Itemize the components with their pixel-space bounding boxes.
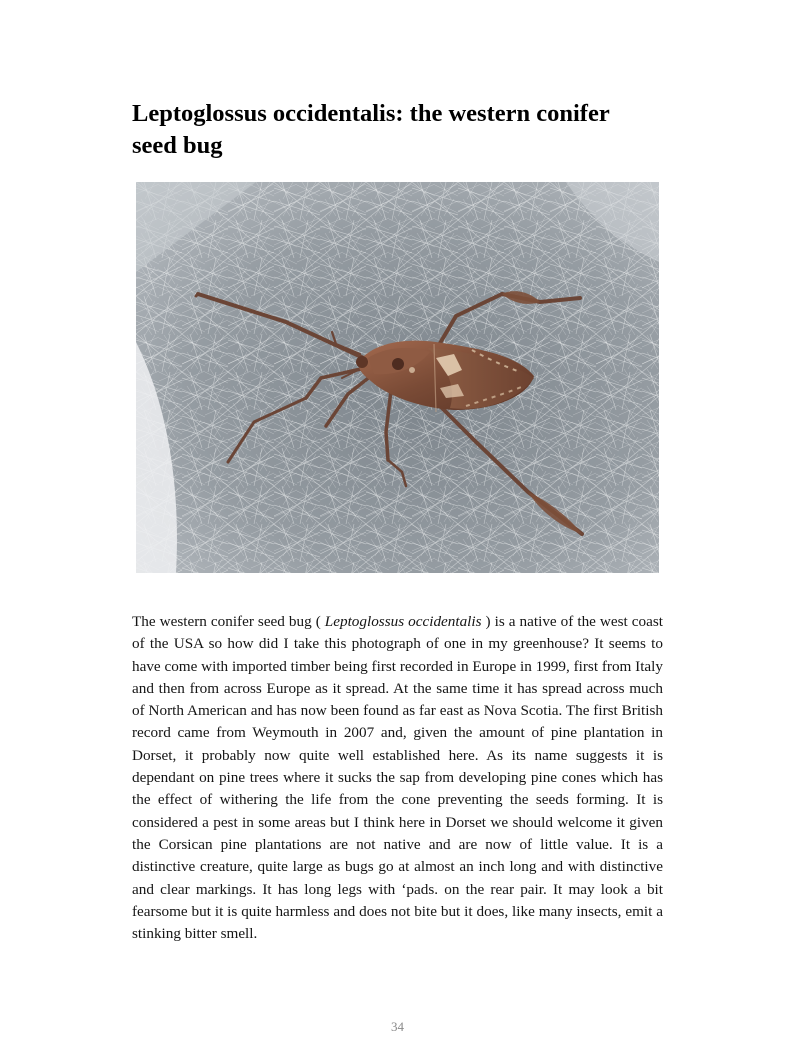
bug-photo-illustration (136, 182, 659, 573)
paragraph-body: ) is a native of the west coast of the USA so how did I take this photograph of one in my greenhouse? It seems to have come with imported timber being first recorded in Europe in 1999, first from Italy and then from across Europe as it spread. At the same time it has spread across much of North American and has now been found as far east as Nova Scotia. The first British record came from Weymouth in 2007 and, given the amount of pine plantation in Dorset, it probably now quite well established here. As its name suggests it is dependant on pine trees where it sucks the sap from developing pine cones which has the effect of withering the life from the cone preventing the seeds forming. It is considered a pest in some areas but I think here in Dorset we should welcome it given the Corsican pine plantations are not native and are now of little value. It is a distinctive creature, quite large as bugs go at almost an inch long and with distinctive and clear markings. It has long legs with ‘pads. on the rear pair. It may look a bit fearsome but it is quite harmless and does not bite but it does, like many insects, emit a stinking bitter smell. (132, 613, 663, 943)
page-title: Leptoglossus occidentalis: the western conifer seed bug (132, 100, 610, 159)
paragraph-intro: The western conifer seed bug ( (132, 613, 325, 630)
species-name: Leptoglossus occidentalis (324, 613, 482, 630)
article-paragraph (132, 611, 663, 945)
bug-photo (136, 182, 659, 573)
page-number: 34 (391, 1019, 404, 1034)
